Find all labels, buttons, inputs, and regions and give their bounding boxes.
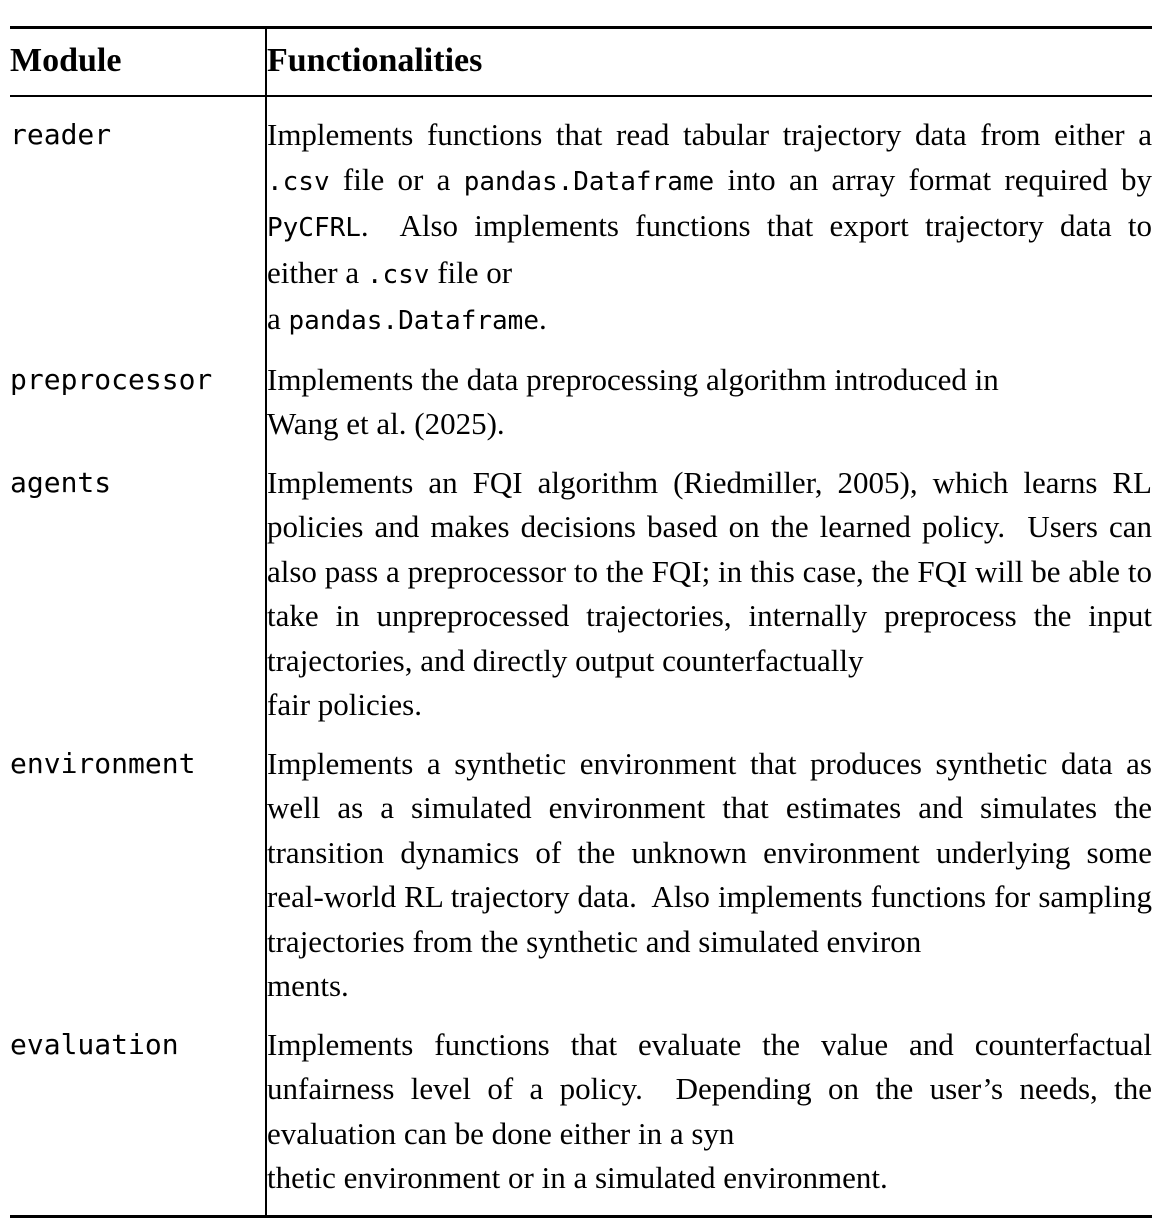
module-functionalities-table [10, 0, 1152, 1218]
code-span: pandas.Dataframe [288, 306, 539, 336]
row-module-preprocessor [10, 344, 266, 447]
code-span: .csv [366, 259, 430, 290]
code-span: pandas.Dataframe [463, 166, 715, 197]
code-span: PyCFRL [267, 213, 361, 243]
row-functionalities-reader [266, 97, 1152, 344]
column-header-module [10, 29, 266, 95]
text-line: Implements an FQI algorithm (Riedmiller, 2005), which learns RL policies and makes decisions based on the learned policy. Users can also pass a preprocessor to the FQI; in this case, the FQI will be able to take in un​preprocessed trajectories, internally preprocess the in​put trajectories, and directly output counterfactually [267, 464, 1152, 678]
table-bottom-rule [10, 1215, 1152, 1218]
text-line: fair policies. [267, 687, 422, 722]
row-module-agents [10, 447, 266, 728]
text-line: Wang et al. (2025). [267, 406, 505, 441]
table-row [10, 344, 1152, 447]
row-module-environment [10, 728, 266, 1009]
column-header-module-label: Module [10, 42, 122, 79]
code-span: .csv [267, 166, 330, 197]
functionalities-text [267, 461, 1152, 728]
text-line: Implements a synthetic environment that produces syn​thetic data as well as a simulated environment that esti​mates and simulates the transition dynamics of the un​known environment underlying some real-world RL tra​jectory data. Also implements functions for sampling trajectories from the synthetic and simulated environ​ [267, 745, 1152, 959]
row-functionalities-environment [266, 728, 1152, 1009]
row-functionalities-evaluation [266, 1009, 1152, 1215]
text-line: a pandas.Dataframe. [267, 301, 547, 336]
text-line: ments. [267, 968, 349, 1003]
row-functionalities-preprocessor [266, 344, 1152, 447]
column-header-functionalities [266, 29, 1152, 95]
text-line: thetic environment or in a simulated environment. [267, 1160, 888, 1195]
row-module-reader [10, 97, 266, 344]
module-name: reader [10, 118, 112, 151]
table-row [10, 447, 1152, 728]
text-line: Implements functions that read tabular trajectory data from either a .csv file or a pandas.Dataframe into an array format required by PyCFRL. Also implements func​tions that export trajectory data to either a .csv file or [267, 117, 1152, 290]
module-name: preprocessor [10, 362, 213, 396]
module-name: evaluation [10, 1027, 179, 1061]
column-header-functionalities-label: Functionalities [267, 42, 483, 79]
table-row [10, 97, 1152, 344]
table-row [10, 728, 1152, 1009]
table-header-row [10, 29, 1152, 95]
table-row [10, 1009, 1152, 1215]
module-name: environment [10, 746, 196, 780]
text-line: Implements the data preprocessing algorithm intro​duced in [267, 361, 999, 397]
functionalities-text [267, 358, 1152, 447]
functionalities-text [267, 113, 1152, 344]
module-name: agents [10, 465, 112, 499]
functionalities-text [267, 1023, 1152, 1201]
table [10, 29, 1152, 1215]
row-functionalities-agents [266, 447, 1152, 728]
text-line: Implements functions that evaluate the value and coun​terfactual unfairness level of a policy. Depending on the user’s needs, the evaluation can be done either in a syn​ [267, 1026, 1152, 1151]
functionalities-text [267, 742, 1152, 1009]
row-module-evaluation [10, 1009, 266, 1215]
